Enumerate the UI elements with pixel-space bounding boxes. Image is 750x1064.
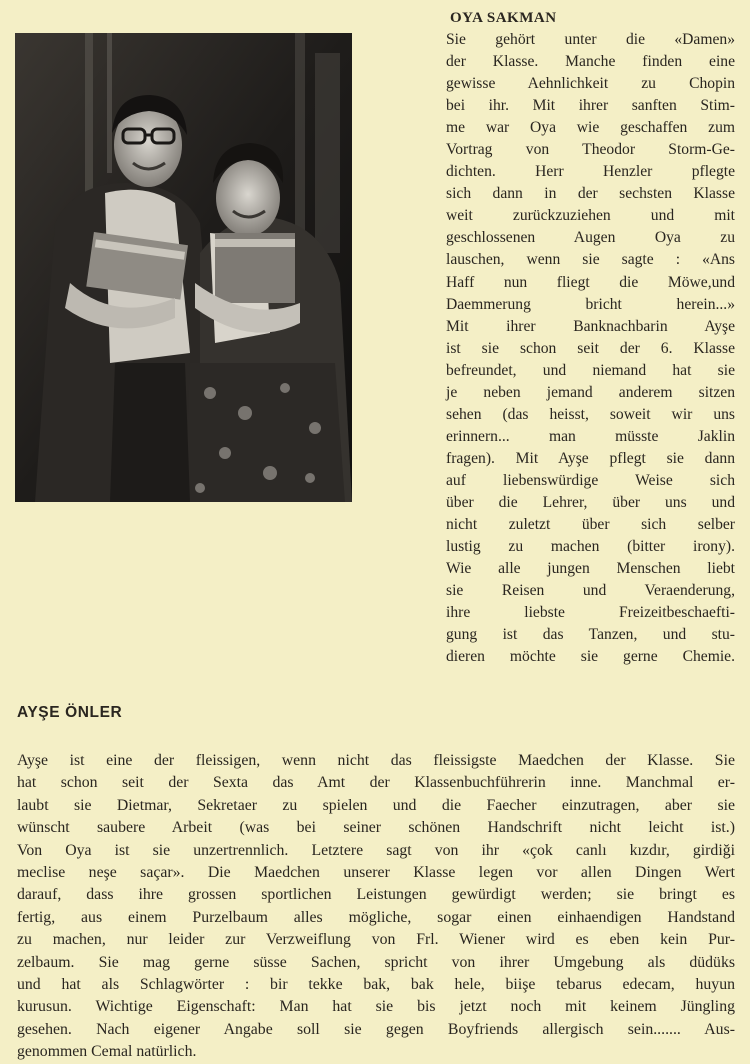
text-line: sich dann in der sechsten Klasse [446,185,735,203]
bio-oya-name: OYA SAKMAN [450,10,557,26]
text-line: Vortrag von Theodor Storm-Ge- [446,141,735,159]
bio-oya-text [446,29,735,668]
text-line: Wie alle jungen Menschen liebt [446,560,735,578]
text-line: sehen (das heisst, soweit wir uns [446,405,735,423]
text-line: sie Reisen und Veraenderung, [446,582,735,600]
text-line: erinnern... man müsste Jaklin [446,427,735,445]
text-line: lauschen, wenn sie sagte : «Ans [446,251,735,269]
text-line: fertig, aus einem Purzelbaum alles mögliche, sogar einen einhaendigen Handstand [17,908,735,926]
text-line: geschlossenen Augen Oya zu [446,229,735,247]
text-line: bei ihr. Mit ihrer sanften Stim- [446,97,735,115]
bio-ayse-text [17,750,735,1064]
bio-oya-sakman [446,8,735,668]
text-line: zu machen, nur leider zur Verzweiflung von Frl. Wiener wird es eben kein Pur- [17,931,735,949]
text-line: Sie gehört unter die «Damen» [446,31,735,48]
text-line: gewisse Aehnlichkeit zu Chopin [446,75,735,93]
text-line: me war Oya wie geschaffen zum [446,119,735,137]
text-line: gesehen. Nach eigener Angabe soll sie gegen Boyfriends allergisch sein....... Aus- [17,1020,735,1038]
text-line: ist sie schon seit der 6. Klasse [446,339,735,357]
photo-illustration [15,33,352,502]
text-line: Daemmerung bricht herein...» [446,295,735,313]
text-line: Von Oya ist sie unzertrennlich. Letztere sagt von ihr «çok canlı kızdır, girdiği [17,841,735,859]
portrait-photo [15,33,352,502]
text-line: Ayşe ist eine der fleissigen, wenn nicht das fleissigste Maedchen der Klasse. Sie [17,752,735,769]
text-line: lustig zu machen (bitter irony). [446,538,735,556]
text-line: dieren möchte sie gerne Chemie. [446,648,735,666]
text-line: laubt sie Dietmar, Sekretaer zu spielen und die Faecher einzutragen, aber sie [17,796,735,814]
text-line: je neben jemand anderem sitzen [446,383,735,401]
text-line: auf liebenswürdige Weise sich [446,471,735,489]
text-line: meclise neşe saçar». Die Maedchen unserer Klasse legen vor allen Dingen Wert [17,864,735,882]
text-line: gung ist das Tanzen, und stu- [446,626,735,644]
text-line: über die Lehrer, über uns und [446,493,735,511]
text-line: ihre liebste Freizeitbeschaefti- [446,604,735,622]
text-line: und hat als Schlagwörter : bir tekke bak, bak hele, biişe tebarus edecam, huyun [17,976,735,994]
text-line: hat schon seit der Sexta das Amt der Klassenbuchführerin inne. Manchmal er- [17,774,735,792]
text-line: zelbaum. Sie mag gerne süsse Sachen, spricht von ihrer Umgebung als düdüks [17,953,735,971]
text-line: genommen Cemal natürlich. [17,1043,197,1061]
text-line: weit zurückzuziehen und mit [446,207,735,225]
text-line: fragen). Mit Ayşe pflegt sie dann [446,449,735,467]
text-line: kurusun. Wichtige Eigenschaft: Man hat sie bis jetzt noch mit keinem Jüngling [17,998,735,1016]
text-line: dichten. Herr Henzler pflegte [446,163,735,181]
text-line: nicht zuletzt über sich selber [446,516,735,534]
text-line: befreundet, und niemand hat sie [446,361,735,379]
bio-ayse-name: AYŞE ÖNLER [17,704,123,721]
text-line: darauf, dass ihre grossen sportlichen Leistungen gewürdigt werden; sie bringt es [17,886,735,904]
text-line: der Klasse. Manche finden eine [446,53,735,71]
text-line: Mit ihrer Banknachbarin Ayşe [446,317,735,335]
text-line: Haff nun fliegt die Möwe,und [446,273,735,291]
text-line: wünscht saubere Arbeit (was bei seiner schönen Handschrift nicht leicht ist.) [17,819,735,837]
